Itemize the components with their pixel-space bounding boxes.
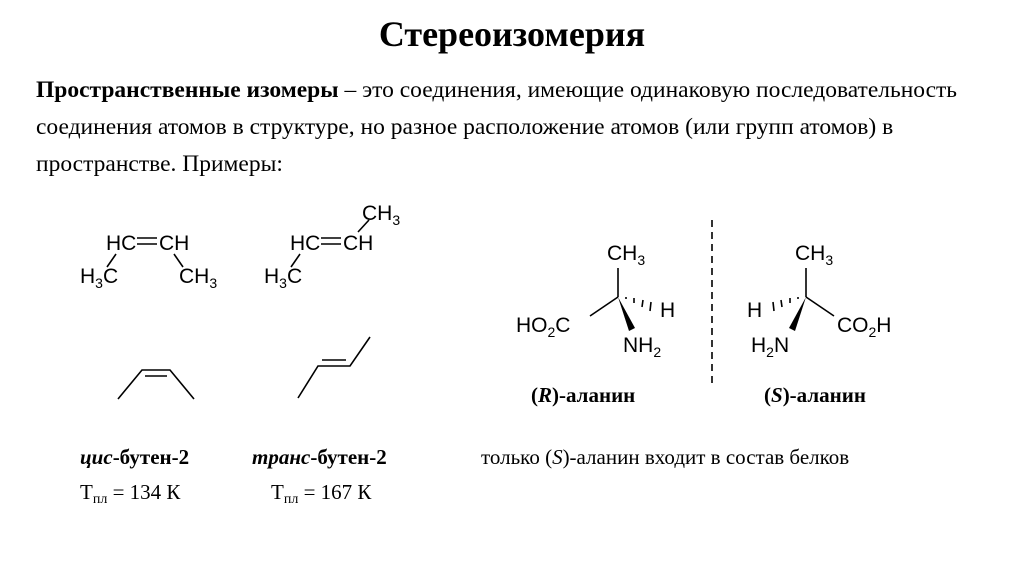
- cis-butene-caption: цис-бутен-2: [80, 445, 190, 469]
- r-h: H: [660, 299, 676, 322]
- r-config: R: [538, 383, 553, 407]
- trans-prefix: транс: [252, 445, 311, 469]
- cis-h3c: $H_3C$: [80, 265, 119, 291]
- cis-prefix: цис: [80, 445, 113, 469]
- cis-ch-right: CH: [159, 232, 190, 255]
- r-bond-left: [590, 297, 618, 316]
- trans-butene-caption: транс-бутен-2: [252, 445, 387, 469]
- s-cooh: $CO_2H$: [837, 314, 892, 340]
- trans-butene-skeletal: [288, 335, 383, 405]
- definition-term: Пространственные изомеры: [36, 77, 339, 103]
- slide-title: Стереоизомерия: [378, 14, 646, 54]
- cis-ch3: $CH_3$: [179, 265, 218, 291]
- s-ch3: $CH_3$: [795, 242, 834, 268]
- trans-melting-point: $Т_{пл} = 167$ К: [271, 480, 372, 507]
- trans-h3c: $H_3C$: [264, 265, 303, 291]
- trans-ch3-top: $CH_3$: [362, 202, 401, 228]
- trans-ch-right: CH: [343, 232, 374, 255]
- r-alanine-structure: [512, 232, 687, 367]
- definition-paragraph: [36, 72, 996, 183]
- s-wedge-bond: [789, 297, 806, 331]
- r-cooh: $HO_2C$: [516, 314, 571, 340]
- note-config: S: [552, 445, 563, 469]
- r-ch3: $CH_3$: [607, 242, 646, 268]
- r-wedge-bond: [618, 297, 635, 331]
- s-h: H: [747, 299, 763, 322]
- s-config: S: [771, 383, 783, 407]
- cis-butene-structure: [70, 225, 245, 295]
- trans-hc-left: HC: [290, 232, 321, 255]
- trans-butene-structure: [252, 198, 427, 295]
- protein-note: только (S)-аланин входит в состав белков: [481, 445, 850, 469]
- s-bond-right: [806, 297, 834, 316]
- r-alanine-caption: (R)-аланин: [531, 383, 636, 407]
- s-alanine-caption: (S)-аланин: [764, 383, 866, 407]
- definition-text: – это соединения, имеющие одинаковую последовательность соединения атомов в структуре, но разное расположение атомов (или групп атомов) в пространстве. Примеры:: [36, 77, 958, 177]
- s-h2n: $H_2N$: [751, 334, 790, 360]
- cis-butene-skeletal: [110, 355, 200, 405]
- mirror-separator: [709, 218, 715, 388]
- s-alanine-structure: [743, 232, 918, 367]
- cis-melting-point: $Т_{пл} = 134$ К: [80, 480, 181, 507]
- r-nh2: $NH_2$: [623, 334, 662, 360]
- cis-hc-left: HC: [106, 232, 137, 255]
